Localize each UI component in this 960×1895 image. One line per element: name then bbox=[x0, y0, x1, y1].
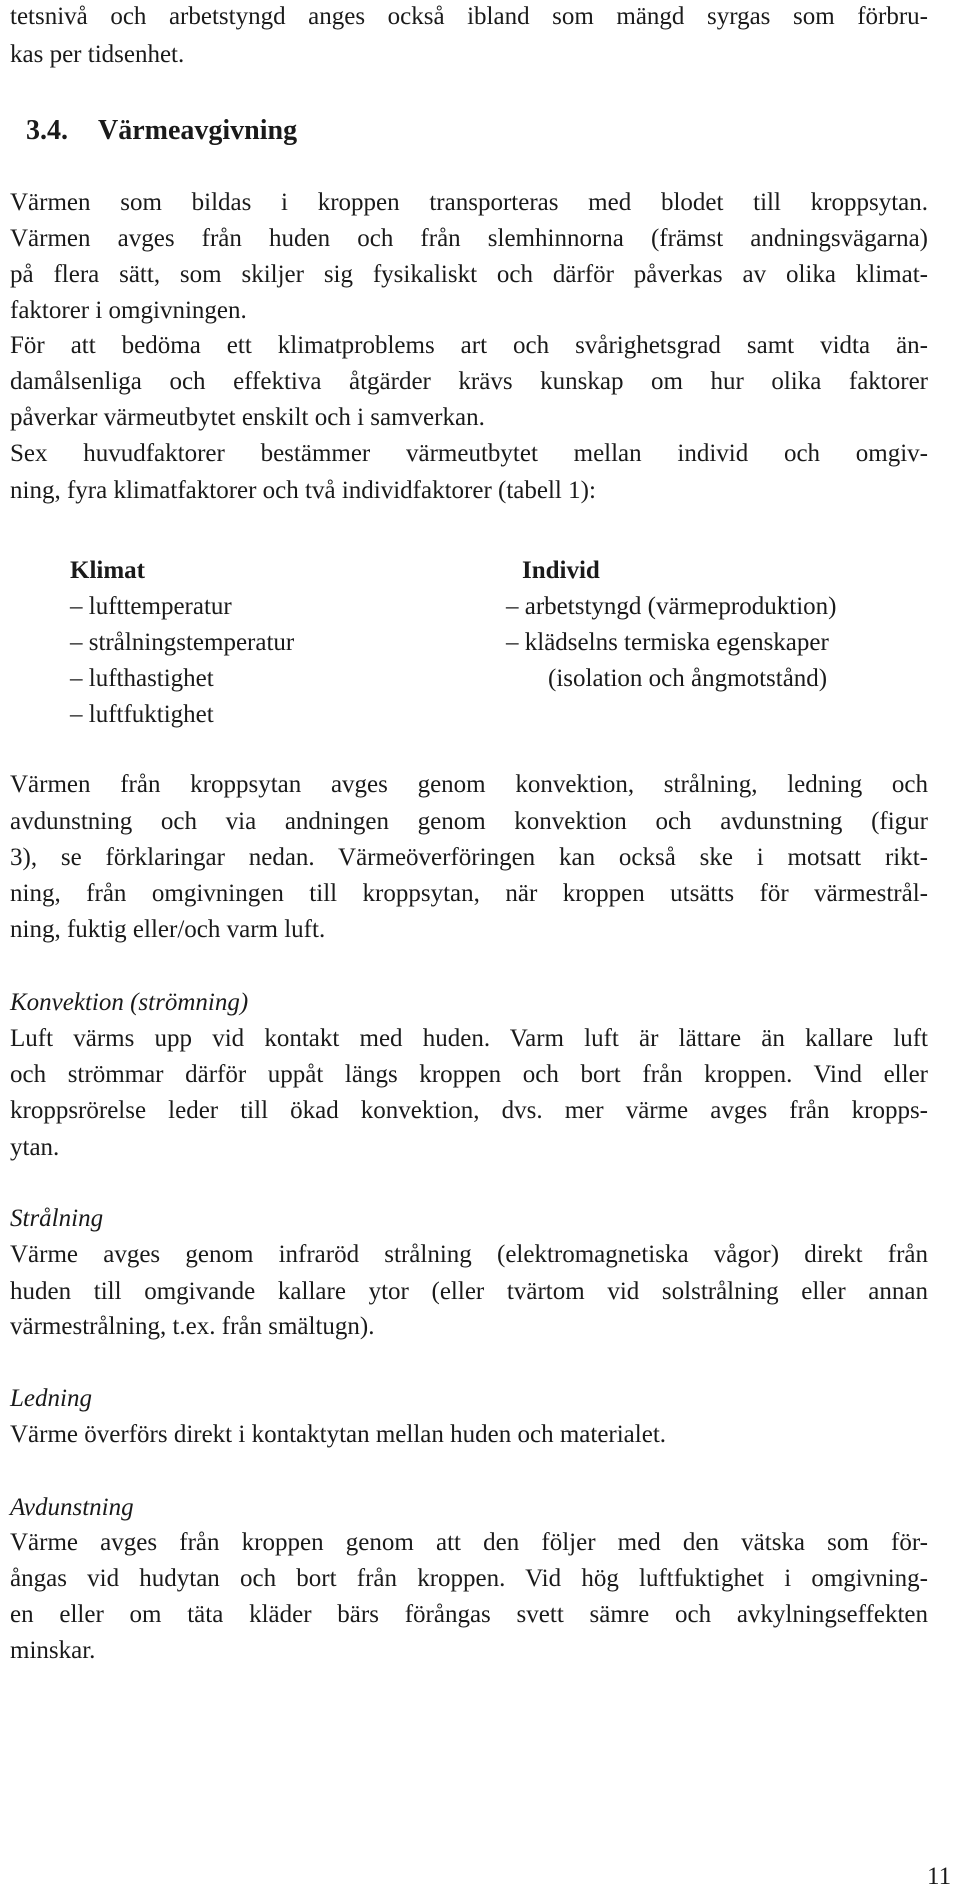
text-line: värmestrålning, t.ex. från smältugn). bbox=[10, 1313, 375, 1340]
text-line: kroppsrörelse leder till ökad konvektion, dvs. mer värme avges från kropps- bbox=[10, 1097, 928, 1124]
text-line: ytan. bbox=[10, 1134, 60, 1161]
section-title: Värmeavgivning bbox=[98, 115, 298, 146]
text-line: minskar. bbox=[10, 1637, 96, 1664]
subsection-heading: Ledning bbox=[10, 1385, 92, 1412]
text-line: huden till omgivande kallare ytor (eller tvärtom vid solstrålning eller annan bbox=[10, 1278, 928, 1305]
text-line: Sex huvudfaktorer bestämmer värmeutbytet mellan individ och omgiv- bbox=[10, 440, 928, 467]
text-line: ning, från omgivningen till kroppsytan, när kroppen utsätts för värmestrål- bbox=[10, 880, 928, 907]
klimat-heading: Klimat bbox=[70, 557, 145, 584]
text-line: en eller om täta kläder bärs förångas svett sämre och avkylningseffekten bbox=[10, 1601, 928, 1628]
text-line: avdunstning och via andningen genom konvektion och avdunstning (figur bbox=[10, 808, 928, 835]
text-line: Värmen som bildas i kroppen transporteras med blodet till kroppsytan. bbox=[10, 189, 928, 216]
text-line: ning, fyra klimatfaktorer och två individfaktorer (tabell 1): bbox=[10, 477, 596, 504]
text-line: 3), se förklaringar nedan. Värmeöverföringen kan också ske i motsatt rikt- bbox=[10, 844, 928, 871]
text-line: Värmen från kroppsytan avges genom konvektion, strålning, ledning och bbox=[10, 771, 928, 798]
individ-heading: Individ bbox=[522, 557, 600, 584]
list-item: – lufthastighet bbox=[70, 665, 214, 692]
text-line: påverkar värmeutbytet enskilt och i samverkan. bbox=[10, 404, 485, 431]
text-line: på flera sätt, som skiljer sig fysikaliskt och därför påverkas av olika klimat- bbox=[10, 261, 928, 288]
text-line: Värme avges genom infraröd strålning (elektromagnetiska vågor) direkt från bbox=[10, 1241, 928, 1268]
text-line: faktorer i omgivningen. bbox=[10, 297, 247, 324]
text-line: ning, fuktig eller/och varm luft. bbox=[10, 916, 326, 943]
text-line: Luft värms upp vid kontakt med huden. Varm luft är lättare än kallare luft bbox=[10, 1025, 928, 1052]
list-item: (isolation och ångmotstånd) bbox=[548, 665, 828, 692]
list-item: – luftfuktighet bbox=[70, 701, 214, 728]
subsection-heading: Avdunstning bbox=[10, 1494, 134, 1521]
list-item: – arbetstyngd (värmeproduktion) bbox=[506, 593, 837, 620]
text-line: För att bedöma ett klimatproblems art och svårighetsgrad samt vidta än- bbox=[10, 332, 928, 359]
list-item: – klädselns termiska egenskaper bbox=[506, 629, 829, 656]
page-number: 11 bbox=[927, 1863, 952, 1890]
list-item: – lufttemperatur bbox=[70, 593, 232, 620]
text-line: Värme överförs direkt i kontaktytan mellan huden och materialet. bbox=[10, 1421, 667, 1448]
subsection-heading: Strålning bbox=[10, 1205, 104, 1232]
text-line: ångas vid hudytan och bort från kroppen. Vid hög luftfuktighet i omgivning- bbox=[10, 1565, 928, 1592]
text-line: Värme avges från kroppen genom att den följer med den vätska som för- bbox=[10, 1529, 928, 1556]
text-line: och strömmar därför uppåt längs kroppen och bort från kroppen. Vind eller bbox=[10, 1061, 928, 1088]
text-line: damålsenliga och effektiva åtgärder krävs kunskap om hur olika faktorer bbox=[10, 368, 928, 395]
text-line: Värmen avges från huden och från slemhinnorna (främst andningsvägarna) bbox=[10, 225, 928, 252]
section-heading bbox=[26, 116, 297, 146]
subsection-heading: Konvektion (strömning) bbox=[10, 989, 249, 1016]
text-line: tetsnivå och arbetstyngd anges också ibland som mängd syrgas som förbru- bbox=[10, 3, 928, 30]
list-item: – strålningstemperatur bbox=[70, 629, 295, 656]
text-line: kas per tidsenhet. bbox=[10, 41, 185, 68]
section-number: 3.4. bbox=[26, 115, 68, 146]
